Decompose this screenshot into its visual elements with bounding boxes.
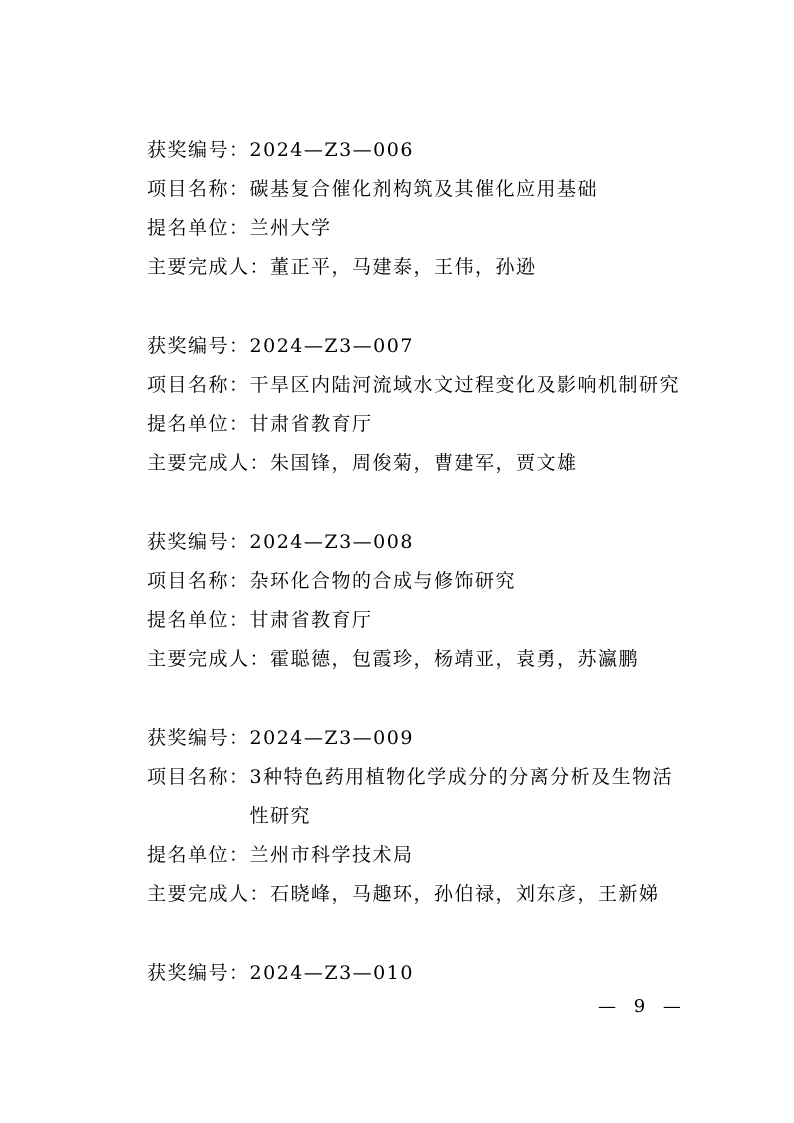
award-number-label: 获奖编号：: [147, 139, 250, 161]
nominating-unit-label: 提名单位：: [147, 609, 250, 631]
project-name-label: 项目名称：: [147, 570, 250, 592]
award-number: 2024—Z3—008: [249, 531, 414, 553]
award-entry: [147, 327, 707, 483]
project-name: 3种特色药用植物化学成分的分离分析及生物活性研究: [249, 766, 674, 827]
main-contributors-line: [147, 444, 707, 483]
nominating-unit-line: [147, 209, 707, 248]
main-contributors-label: 主要完成人：: [147, 256, 271, 278]
award-number-line: [147, 523, 707, 562]
award-number-label: 获奖编号：: [147, 335, 250, 357]
award-number-line: [147, 719, 707, 758]
project-name-label: 项目名称：: [147, 766, 250, 788]
nominating-unit-line: [147, 836, 707, 875]
nominating-unit: 甘肃省教育厅: [249, 413, 373, 435]
nominating-unit: 甘肃省教育厅: [249, 609, 373, 631]
project-name-label: 项目名称：: [147, 178, 250, 200]
award-number: 2024—Z3—007: [249, 335, 414, 357]
nominating-unit: 兰州大学: [249, 217, 332, 239]
award-number-line: [147, 327, 707, 366]
project-name: 碳基复合催化剂构筑及其催化应用基础: [249, 178, 599, 200]
nominating-unit-line: [147, 405, 707, 444]
main-contributors-line: [147, 875, 707, 914]
main-contributors: 霍聪德，包霞珍，杨靖亚，袁勇，苏瀛鹏: [270, 648, 640, 670]
award-entry: [147, 523, 707, 679]
award-entry: [147, 719, 707, 914]
nominating-unit-label: 提名单位：: [147, 217, 250, 239]
nominating-unit-label: 提名单位：: [147, 844, 250, 866]
main-contributors: 朱国锋，周俊菊，曹建军，贾文雄: [270, 452, 578, 474]
award-number-label: 获奖编号：: [147, 531, 250, 553]
award-number-line: [147, 131, 707, 170]
award-number: 2024—Z3—006: [249, 139, 414, 161]
main-contributors: 石晓峰，马趣环，孙伯禄，刘东彦，王新娣: [270, 883, 660, 905]
nominating-unit: 兰州市科学技术局: [249, 844, 414, 866]
award-entry: [147, 131, 707, 287]
main-contributors-label: 主要完成人：: [147, 883, 271, 905]
award-entry: [147, 954, 707, 993]
main-contributors-line: [147, 640, 707, 679]
award-number-label: 获奖编号：: [147, 962, 250, 984]
project-name-line: [147, 366, 707, 405]
main-contributors-label: 主要完成人：: [147, 452, 271, 474]
main-contributors-label: 主要完成人：: [147, 648, 271, 670]
award-number-label: 获奖编号：: [147, 727, 250, 749]
project-name: 杂环化合物的合成与修饰研究: [249, 570, 517, 592]
award-number: 2024—Z3—009: [249, 727, 414, 749]
project-name-line: [147, 758, 707, 836]
project-name: 干旱区内陆河流域水文过程变化及影响机制研究: [249, 374, 681, 396]
project-name-line: [147, 562, 707, 601]
nominating-unit-label: 提名单位：: [147, 413, 250, 435]
award-number: 2024—Z3—010: [249, 962, 414, 984]
page-number: — 9 —: [598, 996, 687, 1017]
main-contributors-line: [147, 248, 707, 287]
main-contributors: 董正平，马建泰，王伟，孙逊: [270, 256, 537, 278]
project-name-line: [147, 170, 707, 209]
nominating-unit-line: [147, 601, 707, 640]
project-name-label: 项目名称：: [147, 374, 250, 396]
award-number-line: [147, 954, 707, 993]
